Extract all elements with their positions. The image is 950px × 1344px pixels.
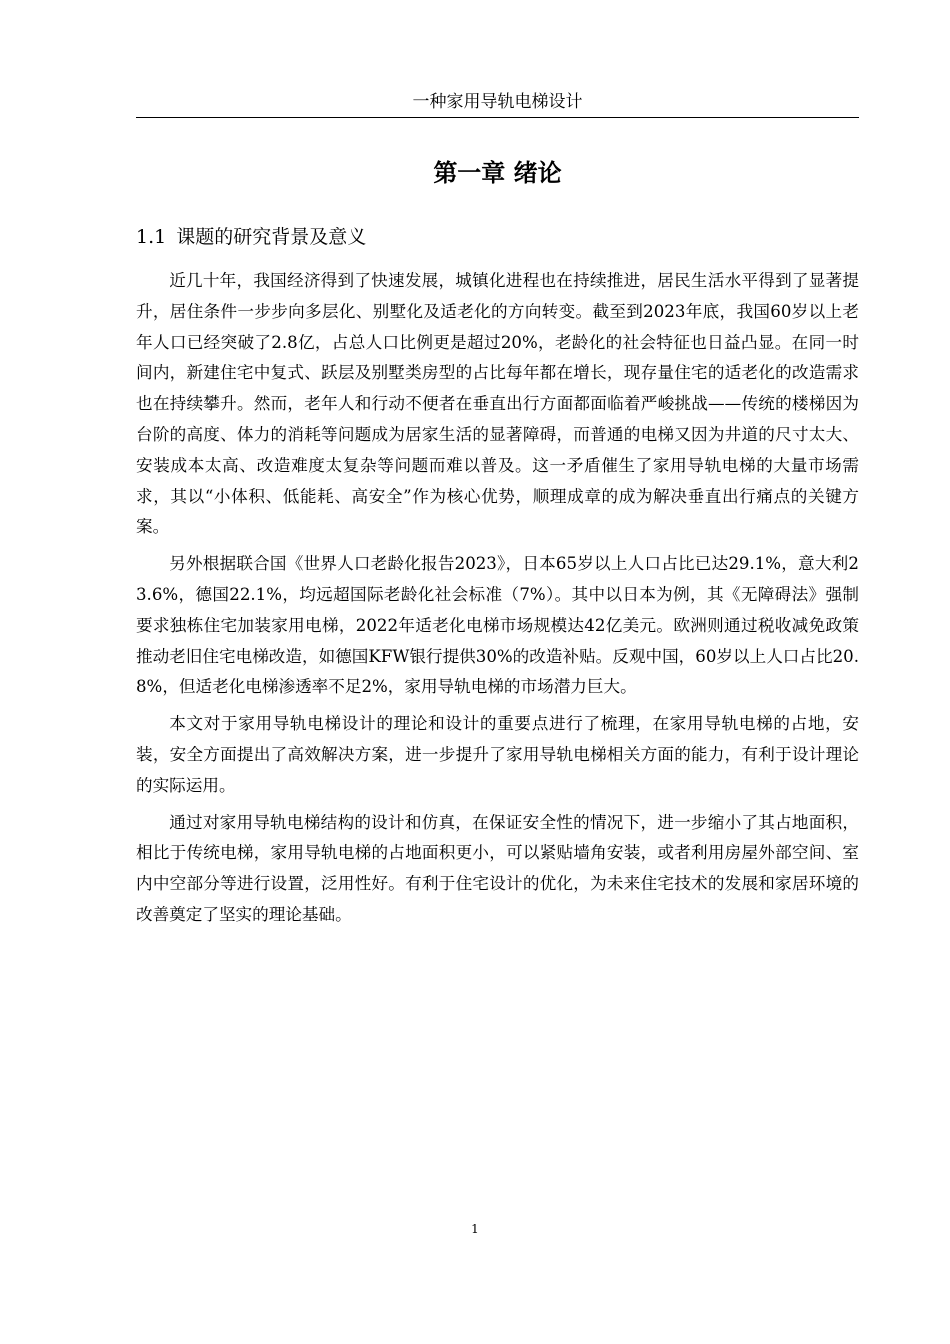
- running-header: 一种家用导轨电梯设计: [412, 92, 583, 112]
- paragraph: 近几十年，我国经济得到了快速发展，城镇化进程也在持续推进，居民生活水平得到了显著提升，居住条件一步步向多层化、别墅化及适老化的方向转变。截至到2023年底，我国60岁以上老年人口已经突破了2.8亿，占总人口比例更是超过20%，老龄化的社会特征也日益凸显。在同一时间内，新建住宅中复式、跃层及别墅类房型的占比每年都在增长，现存量住宅的适老化的改造需求也在持续攀升。然而，老年人和行动不便者在垂直出行方面都面临着严峻挑战——传统的楼梯因为台阶的高度、体力的消耗等问题成为居家生活的显著障碍，而普通的电梯又因为井道的尺寸太大、安装成本太高、改造难度太复杂等问题而难以普及。这一矛盾催生了家用导轨电梯的大量市场需求，其以“小体积、低能耗、高安全”作为核心优势，顺理成章的成为解决垂直出行痛点的关键方案。: [136, 271, 859, 537]
- paragraph: 本文对于家用导轨电梯设计的理论和设计的重要点进行了梳理，在家用导轨电梯的占地，安装，安全方面提出了高效解决方案，进一步提升了家用导轨电梯相关方面的能力，有利于设计理论的实际运用。: [136, 714, 859, 795]
- chapter-title: 第一章 绪论: [433, 159, 562, 187]
- header-rule: [136, 117, 859, 118]
- paragraph: 通过对家用导轨电梯结构的设计和仿真，在保证安全性的情况下，进一步缩小了其占地面积，相比于传统电梯，家用导轨电梯的占地面积更小，可以紧贴墙角安装，或者利用房屋外部空间、室内中空部分等进行设置，泛用性好。有利于住宅设计的优化，为未来住宅技术的发展和家居环境的改善奠定了坚实的理论基础。: [136, 812, 859, 924]
- paragraph: 另外根据联合国《世界人口老龄化报告2023》，日本65岁以上人口占比已达29.1%，意大利23.6%，德国22.1%，均远超国际老龄化社会标准（7%）。其中以日本为例，其《无障碍法》强制要求独栋住宅加装家用电梯，2022年适老化电梯市场规模达42亿美元。欧洲则通过税收减免政策推动老旧住宅电梯改造，如德国KFW银行提供30%的改造补贴。反观中国，60岁以上人口占比20.8%，但适老化电梯渗透率不足2%，家用导轨电梯的市场潜力巨大。: [136, 554, 859, 697]
- section-title: 课题的研究背景及意义: [176, 226, 367, 248]
- body-text: [136, 266, 859, 937]
- page-number: 1: [471, 1222, 479, 1236]
- section-number: 1.1: [136, 226, 167, 248]
- section-heading: [136, 223, 366, 251]
